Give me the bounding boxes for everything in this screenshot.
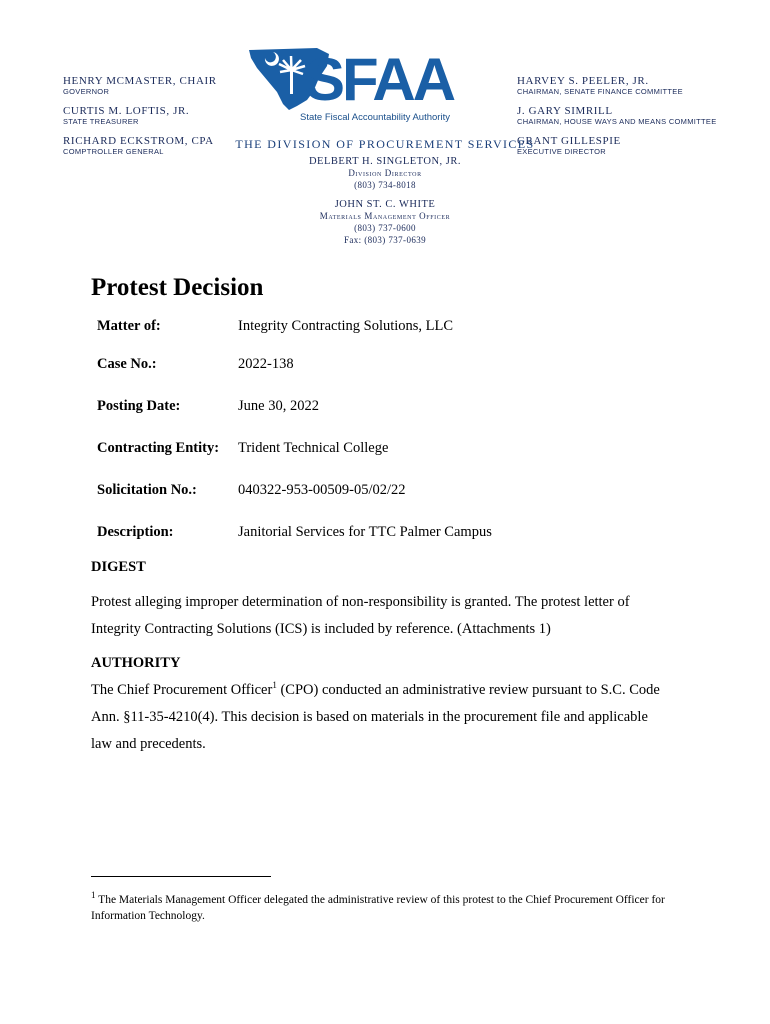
executive-director-name: GRANT GILLESPIE: [517, 135, 621, 147]
senate-chair-title: CHAIRMAN, SENATE FINANCE COMMITTEE: [517, 87, 683, 96]
treasurer-title: STATE TREASURER: [63, 117, 139, 126]
field-label: Solicitation No.:: [97, 482, 197, 498]
footnote-text: The Materials Management Officer delegated the administrative review of this protest to the Chief Procurement Officer for Information Technology.: [91, 894, 665, 922]
footnote-mark: 1: [91, 890, 96, 901]
field-value: June 30, 2022: [238, 398, 319, 414]
document-title: Protest Decision: [91, 274, 264, 301]
footnote-divider: [91, 876, 271, 877]
mmo-name: JOHN ST. C. WHITE: [334, 199, 436, 210]
executive-director-title: EXECUTIVE DIRECTOR: [517, 147, 607, 156]
director-title: Division Director: [348, 168, 422, 178]
logo-caption: State Fiscal Accountability Authority: [300, 112, 450, 123]
division-block: [220, 137, 550, 246]
comptroller-title: COMPTROLLER GENERAL: [63, 147, 164, 156]
comptroller-name: RICHARD ECKSTROM, CPA: [63, 135, 214, 147]
mmo-title: Materials Management Officer: [319, 211, 451, 221]
field-label: Description:: [97, 524, 174, 540]
authority-text: [91, 677, 671, 758]
division-name: THE DIVISION OF PROCUREMENT SERVICES: [235, 137, 535, 151]
treasurer-name: CURTIS M. LOFTIS, JR.: [63, 105, 190, 117]
mmo-phone: (803) 737-0600: [354, 223, 416, 233]
field-value: Integrity Contracting Solutions, LLC: [238, 318, 454, 334]
field-value: 2022-138: [238, 356, 294, 372]
digest-text: Protest alleging improper determination of non-responsibility is granted. The protest letter of Integrity Contracting Solutions (ICS) is included by reference. (Attachments 1): [91, 594, 630, 637]
footnote-reference[interactable]: 1: [272, 680, 277, 691]
field-label: Case No.:: [97, 356, 157, 372]
governor-title: GOVERNOR: [63, 87, 110, 96]
field-label: Posting Date:: [97, 398, 181, 414]
mmo-fax: Fax: (803) 737-0639: [343, 235, 427, 245]
field-label: Contracting Entity:: [97, 440, 220, 456]
footnote: [91, 892, 681, 924]
letterhead-right: [517, 75, 757, 165]
director-phone: (803) 734-8018: [354, 180, 416, 190]
house-chair-title: CHAIRMAN, HOUSE WAYS AND MEANS COMMITTEE: [517, 117, 717, 126]
sfaa-logo-text: SFAA: [305, 46, 454, 113]
authority-text-start: The Chief Procurement Officer: [91, 682, 273, 698]
senate-chair-name: HARVEY S. PEELER, JR.: [517, 75, 649, 87]
governor-name: HENRY MCMASTER, CHAIR: [63, 75, 217, 87]
field-value: Janitorial Services for TTC Palmer Campus: [238, 524, 492, 540]
digest-heading: DIGEST: [91, 559, 146, 575]
authority-heading: AUTHORITY: [91, 655, 181, 671]
field-label: Matter of:: [97, 318, 161, 334]
director-name: DELBERT H. SINGLETON, JR.: [308, 156, 462, 167]
house-chair-name: J. GARY SIMRILL: [517, 105, 613, 117]
authority-text-end: (CPO) conducted an administrative review pursuant to S.C. Code Ann. §11-35-4210(4). This decision is based on materials in the procurement file and applicable law and precedents.: [91, 682, 660, 752]
field-value: Trident Technical College: [238, 440, 389, 456]
field-value: 040322-953-00509-05/02/22: [238, 482, 406, 498]
